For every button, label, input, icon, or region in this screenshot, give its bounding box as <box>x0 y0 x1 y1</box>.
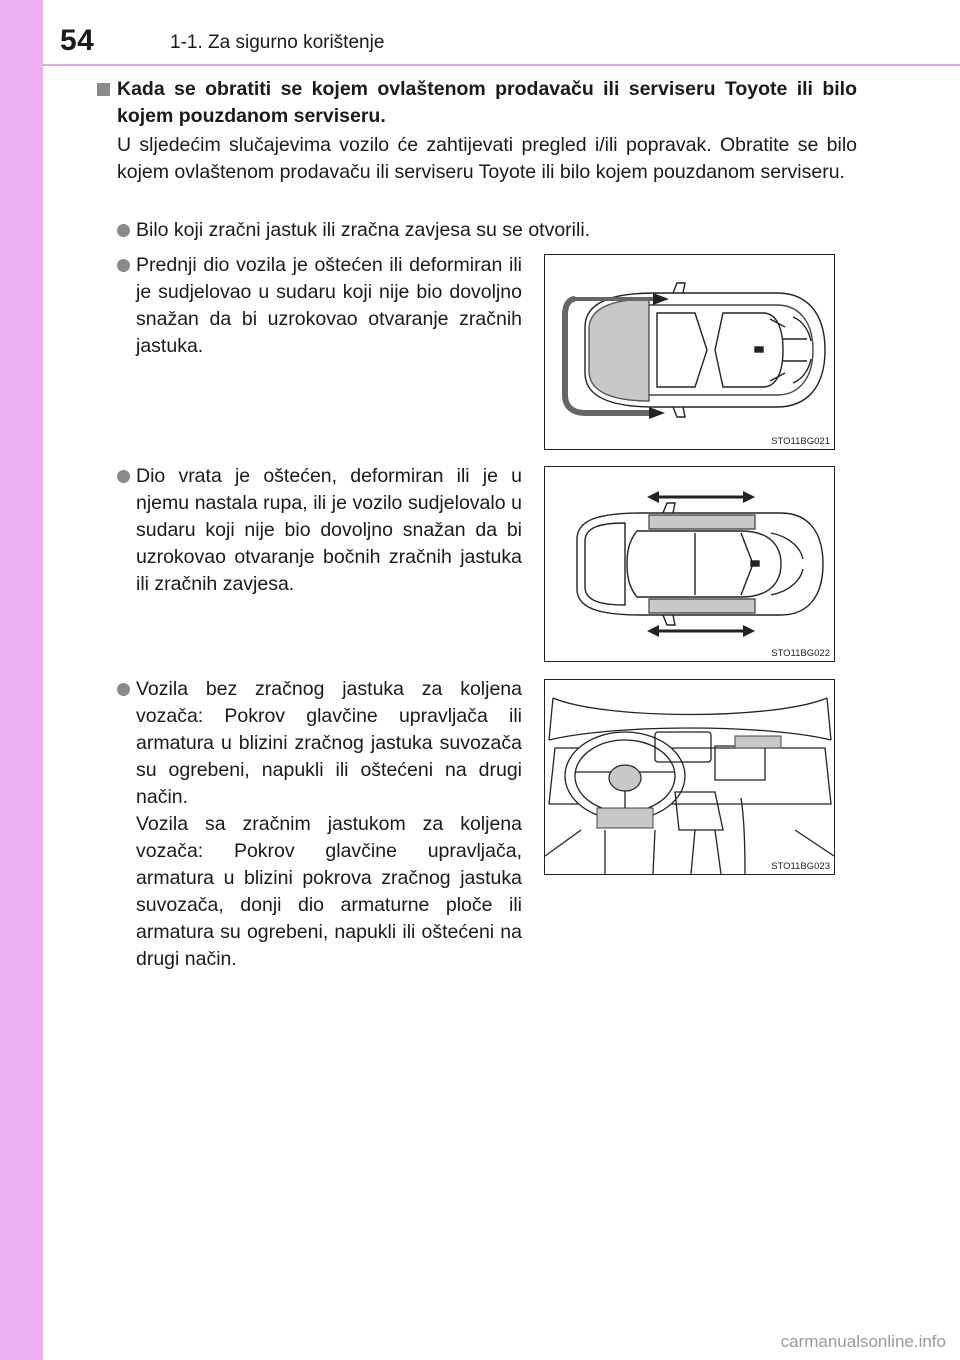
intro-paragraph: U sljedećim slučajevima vozilo će zahtijevati pregled i/ili popravak. Obratite se bilo kojem ovlaštenom prodavaču ili serviseru Toyote ili bilo kojem pouzdanom serviseru. <box>117 134 857 183</box>
list-item-text: Vozila bez zračnog jastuka za koljena vozača: Pokrov glavčine upravljača ili armatura u blizini zračnog jastuka suvozača su ogrebeni, napukli ili oštećeni na drugi način. <box>136 678 522 808</box>
list-item-text-second-paragraph: Vozila sa zračnim jastukom za koljena vozača: Pokrov glavčine upravljača, armatura u blizini pokrova zračnog jastuka suvozača, donji dio armaturne ploče ili armatura su ogrebeni, napukli ili oštećeni na drugi način. <box>136 813 522 970</box>
figure-code: STO11BG021 <box>771 436 830 447</box>
car-interior-dashboard-icon <box>545 680 834 874</box>
list-item <box>117 252 522 360</box>
chapter-title: 1-1. Za sigurno korištenje <box>170 32 385 53</box>
list-item-text: Bilo koji zračni jastuk ili zračna zavjesa su se otvorili. <box>136 219 591 241</box>
round-bullet-icon <box>117 224 130 237</box>
list-item-text: Prednji dio vozila je oštećen ili deformiran ili je sudjelovao u sudaru koji nije bio dovoljno snažan da bi uzrokovao otvaranje zračnih jastuka. <box>136 254 522 357</box>
car-top-view-side-damage-icon <box>545 467 834 661</box>
side-tab-strip <box>0 0 43 1360</box>
figure-side-damage <box>544 466 835 662</box>
list-item <box>117 217 857 244</box>
figure-dashboard <box>544 679 835 875</box>
square-bullet-icon <box>97 83 110 96</box>
section-heading <box>97 76 857 130</box>
page-number: 54 <box>60 24 95 57</box>
round-bullet-icon <box>117 259 130 272</box>
list-item <box>117 676 522 973</box>
car-top-view-front-damage-icon <box>545 255 834 449</box>
list-item <box>117 463 522 598</box>
round-bullet-icon <box>117 470 130 483</box>
watermark: carmanualsonline.info <box>780 1332 946 1351</box>
list-item-text: Dio vrata je oštećen, deformiran ili je u njemu nastala rupa, ili je vozilo sudjelovalo u sudaru koji nije bio dovoljno snažan da bi uzrokovao otvaranje bočnih zračnih jastuka ili zračnih zavjesa. <box>136 465 522 595</box>
figure-code: STO11BG022 <box>771 648 830 659</box>
figure-front-damage <box>544 254 835 450</box>
header-divider <box>43 64 960 66</box>
figure-code: STO11BG023 <box>771 861 830 872</box>
section-heading-text: Kada se obratiti se kojem ovlaštenom prodavaču ili serviseru Toyote ili bilo kojem pouzdanom serviseru. <box>117 78 857 127</box>
round-bullet-icon <box>117 683 130 696</box>
